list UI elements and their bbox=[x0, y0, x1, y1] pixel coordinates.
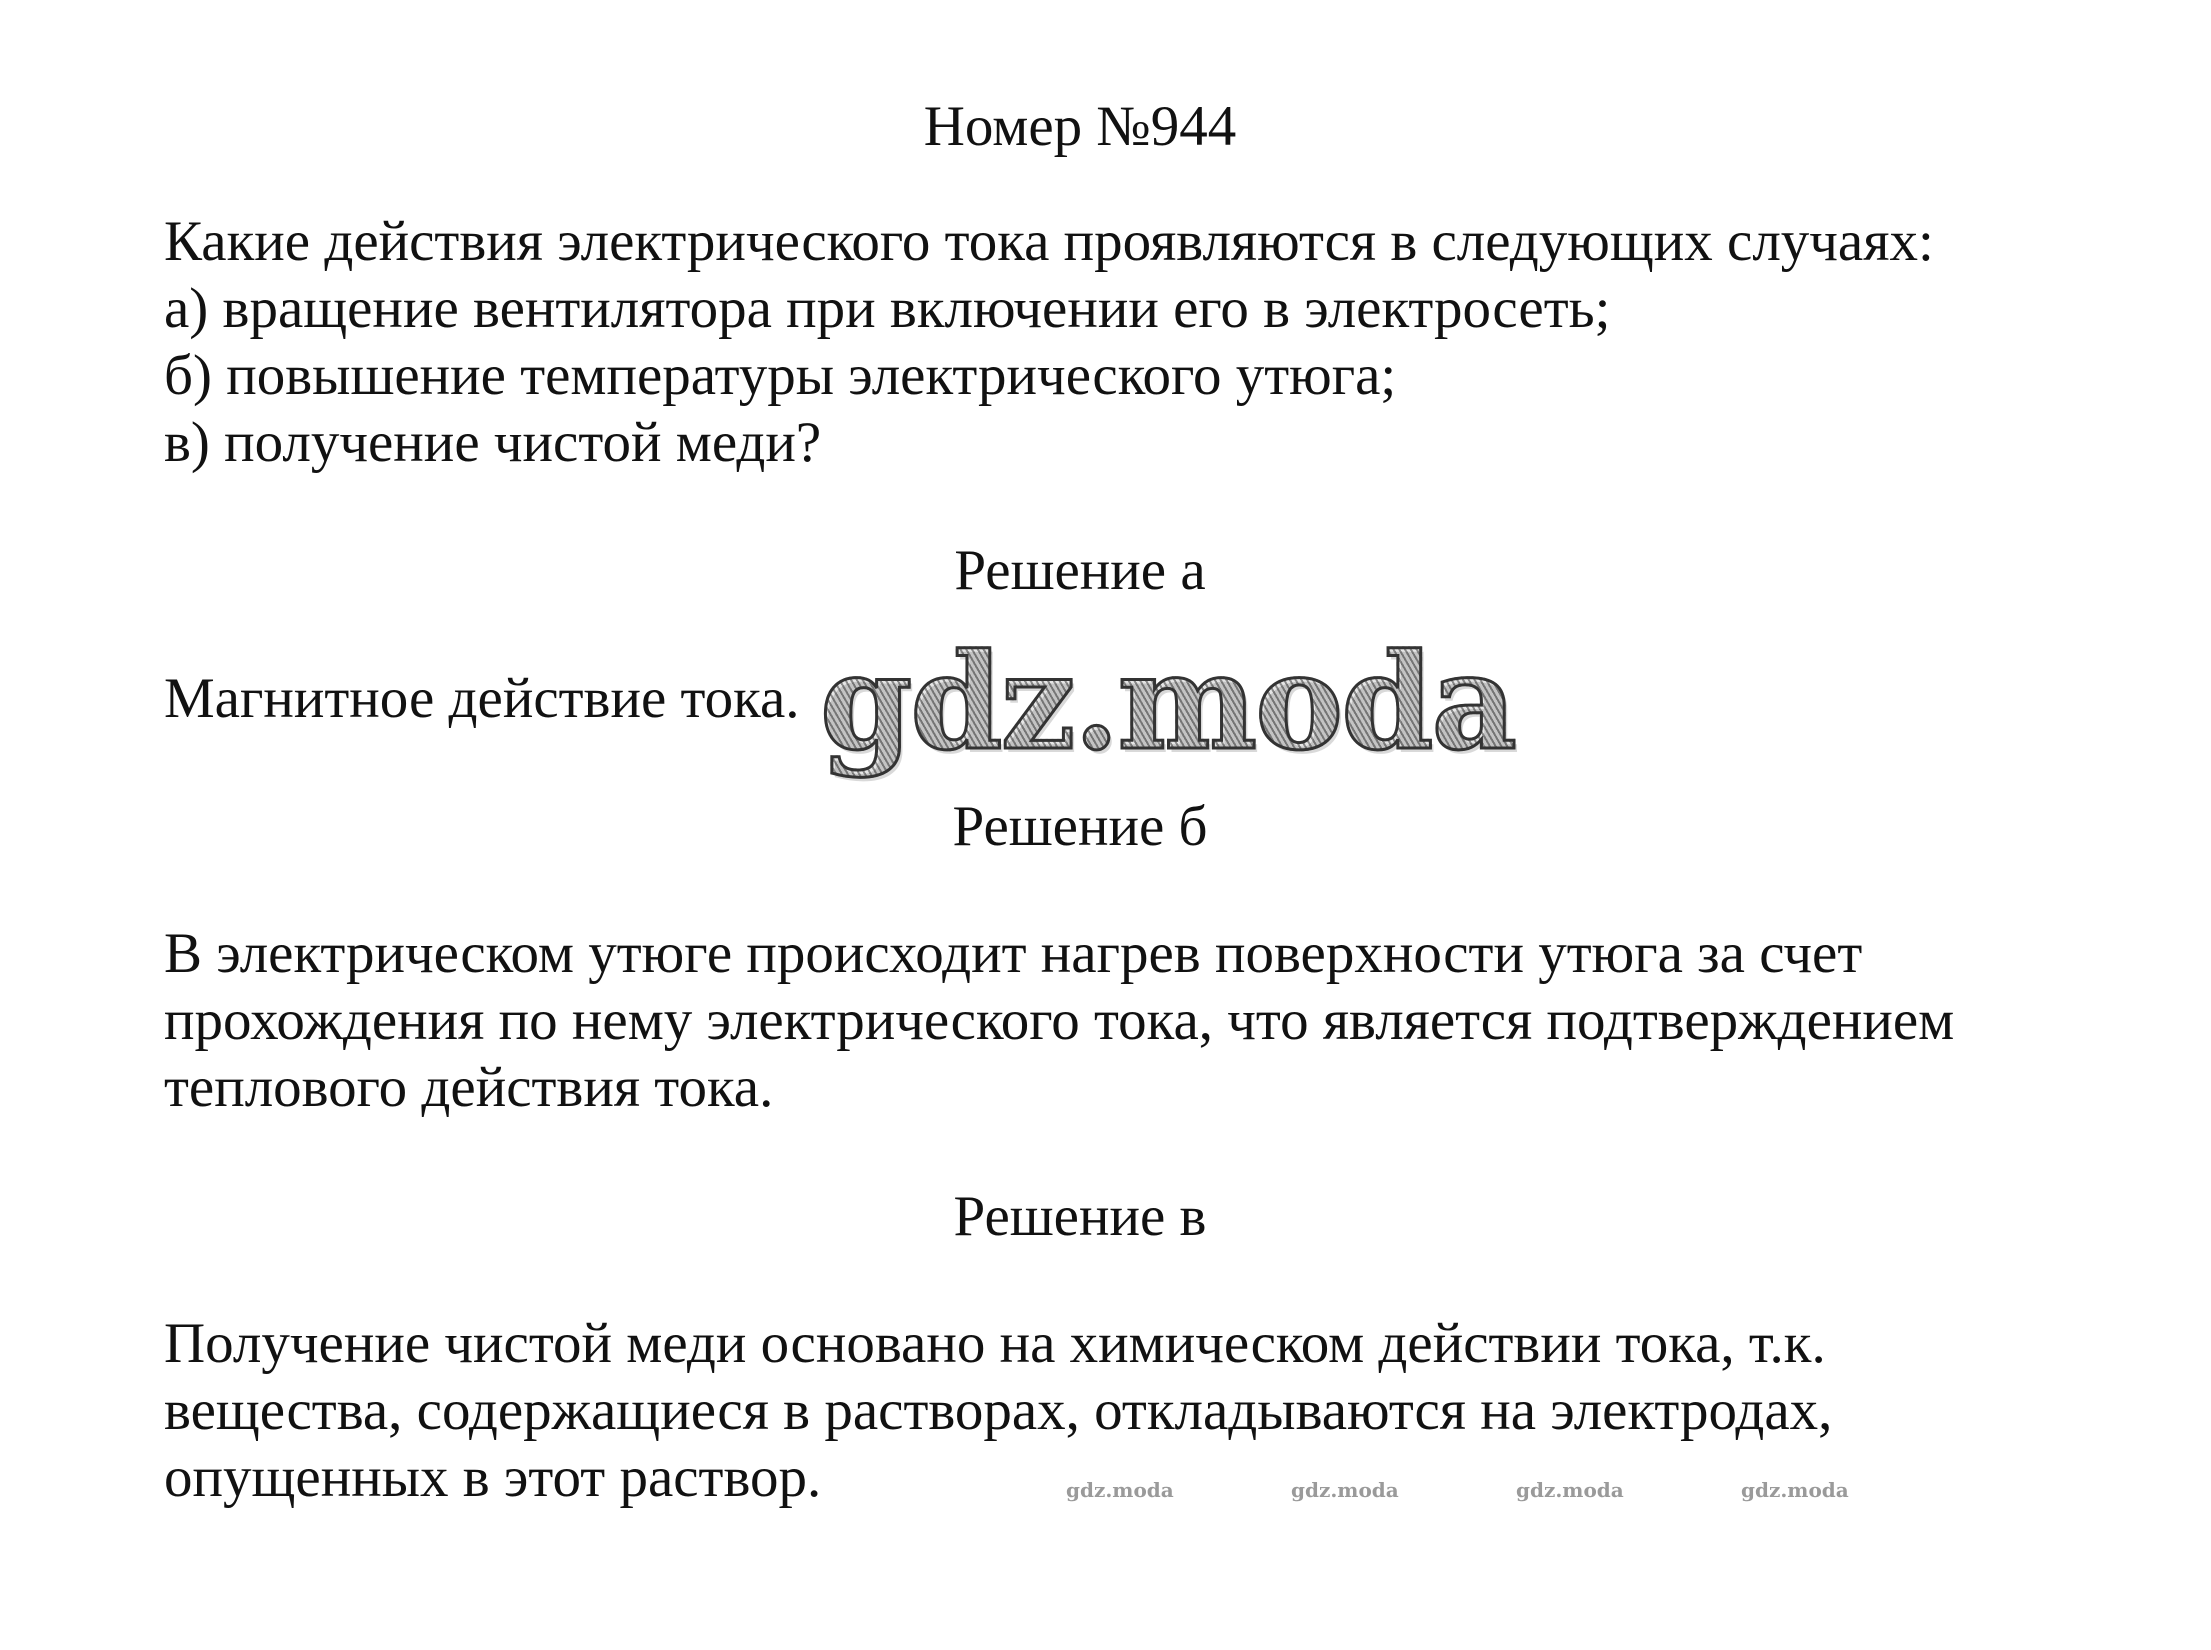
solution-b-text bbox=[164, 920, 2144, 1121]
watermark-logo: gdz.moda bbox=[820, 625, 1516, 780]
watermark-small: gdz.moda bbox=[1741, 1478, 1849, 1502]
solution-line: теплового действия тока. bbox=[164, 1056, 774, 1119]
solution-c-heading: Решение в bbox=[953, 1185, 1207, 1248]
solution-line: В электрическом утюге происходит нагрев поверхности утюга за счет bbox=[164, 922, 1863, 985]
question-text bbox=[164, 208, 2144, 476]
solution-a-heading: Решение а bbox=[954, 539, 1206, 602]
solution-line: Получение чистой меди основано на химическом действии тока, т.к. bbox=[164, 1312, 1826, 1375]
watermark-small: gdz.moda bbox=[1066, 1478, 1174, 1502]
page-title: Номер №944 bbox=[923, 95, 1237, 158]
watermark-small: gdz.moda bbox=[1516, 1478, 1624, 1502]
solution-line: вещества, содержащиеся в растворах, откладываются на электродах, bbox=[164, 1379, 1833, 1442]
solution-line: Магнитное действие тока. bbox=[164, 667, 800, 730]
solution-line: опущенных в этот раствор. bbox=[164, 1446, 822, 1509]
question-line: в) получение чистой меди? bbox=[164, 411, 822, 474]
watermark-small: gdz.moda bbox=[1291, 1478, 1399, 1502]
question-line: Какие действия электрического тока проявляются в следующих случаях: bbox=[164, 210, 1934, 273]
solution-line: прохождения по нему электрического тока, что является подтверждением bbox=[164, 989, 1955, 1052]
question-line: б) повышение температуры электрического утюга; bbox=[164, 344, 1397, 407]
question-line: а) вращение вентилятора при включении его в электросеть; bbox=[164, 277, 1611, 340]
solution-b-heading: Решение б bbox=[952, 795, 1208, 858]
